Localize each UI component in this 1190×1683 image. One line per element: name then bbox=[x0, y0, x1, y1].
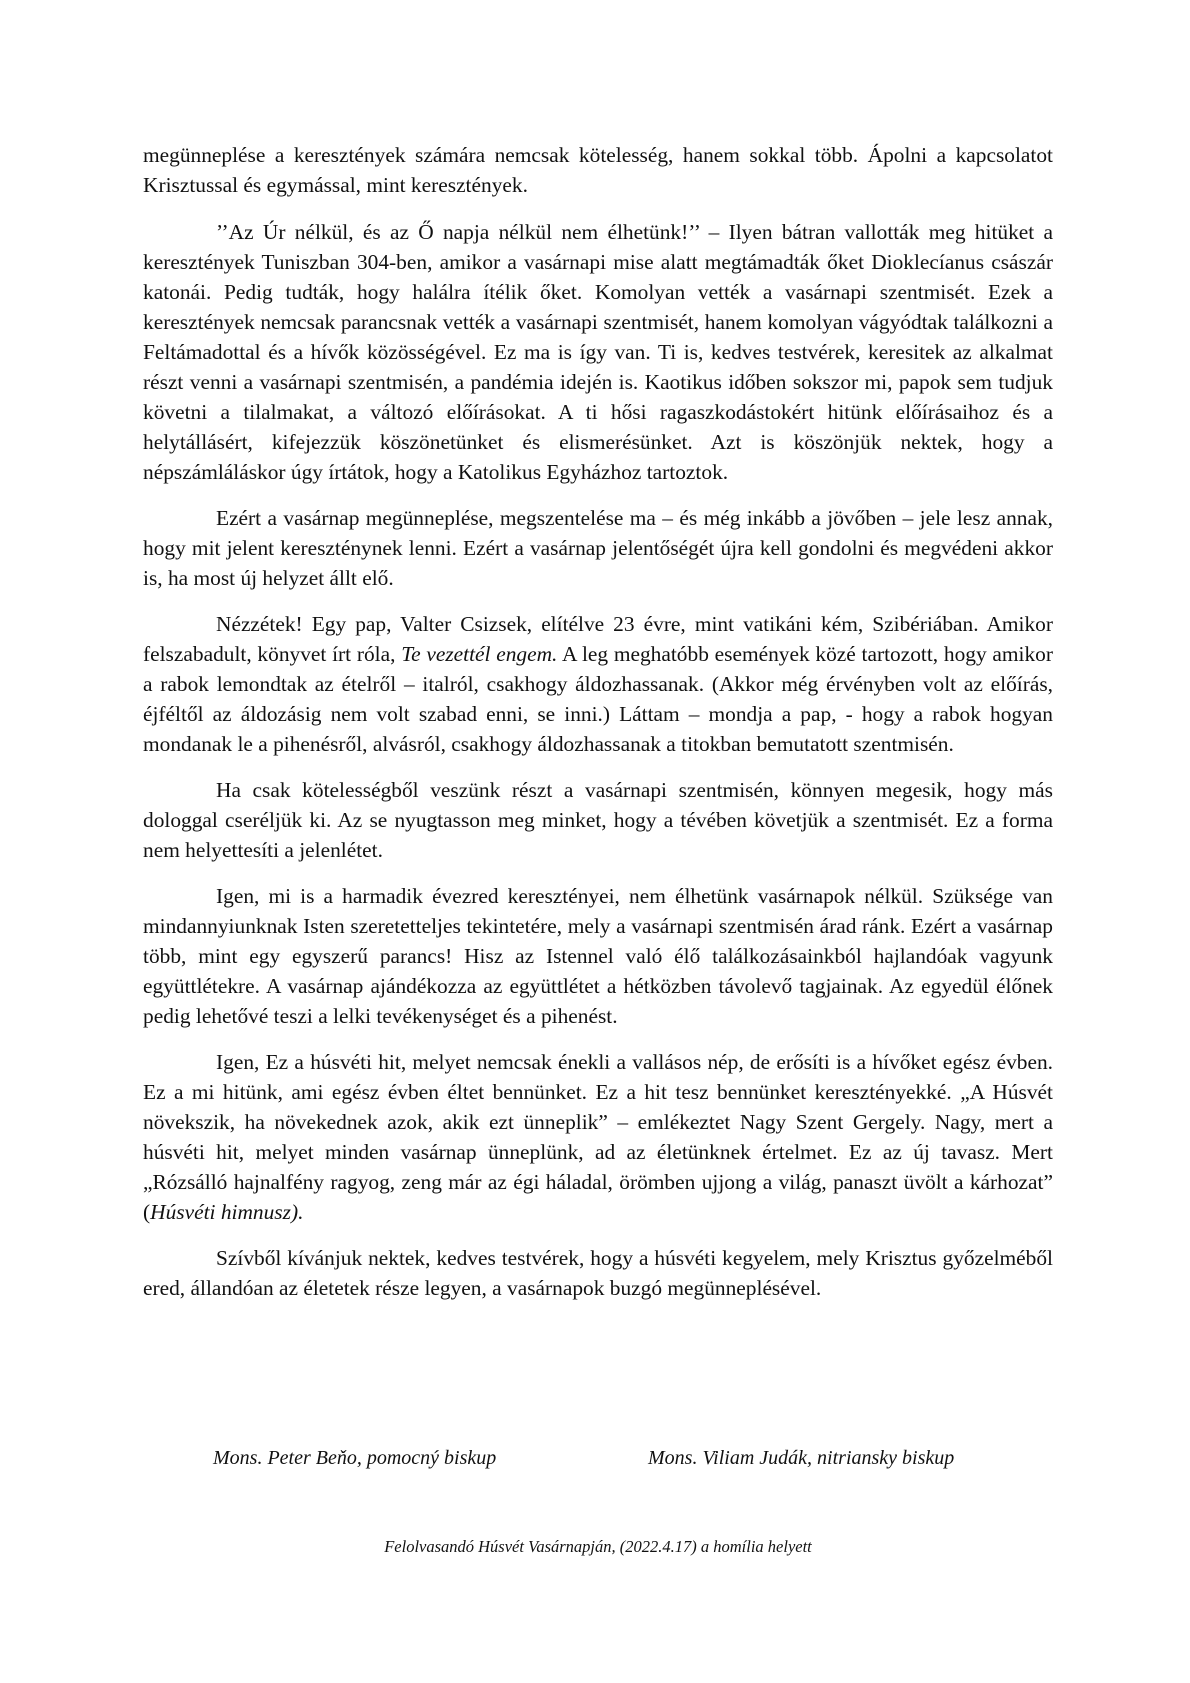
paragraph-3: Ezért a vasárnap megünneplése, megszentelése ma – és még inkább a jövőben – jele lesz annak, hogy mit jelent kereszténynek lenni. Ezért a vasárnap jelentőségét újra kell gondolni és megvédeni akkor is, ha most új helyzet állt elő. bbox=[143, 506, 1053, 590]
paragraph-8: Szívből kívánjuk nektek, kedves testvérek, hogy a húsvéti kegyelem, mely Krisztus győzelméből ered, állandóan az életetek része legyen, a vasárnapok buzgó megünneplésével. bbox=[143, 1246, 1053, 1300]
footer-note: Felolvasandó Húsvét Vasárnapján, (2022.4.17) a homília helyett bbox=[384, 1537, 812, 1556]
paragraph-4 bbox=[143, 609, 1053, 759]
hymn-title: Húsvéti himnusz). bbox=[150, 1200, 304, 1224]
paragraph-7 bbox=[143, 1047, 1053, 1227]
paragraph-1: megünneplése a keresztények számára nemcsak kötelesség, hanem sokkal több. Ápolni a kapcsolatot Krisztussal és egymással, mint keresztények. bbox=[143, 143, 1053, 197]
signature-left: Mons. Peter Beňo, pomocný biskup bbox=[213, 1447, 497, 1469]
book-title: Te vezettél engem. bbox=[401, 642, 558, 666]
paragraph-7-text-a: Igen, Ez a húsvéti hit, melyet nemcsak énekli a vallásos nép, de erősíti is a hívőket egész évben. Ez a mi hitünk, ami egész évben éltet bennünket. Ez a hit tesz bennünket keresztényekké. „A Húsvét növekszik, ha növekednek azok, akik ezt ünneplik” – emlékeztet Nagy Szent Gergely. Nagy, mert a húsvéti hit, melyet minden vasárnap ünneplünk, ad az életünknek értelmet. Ez az új tavasz. Mert „Rózsálló hajnalfény ragyog, zeng már az égi háladal, örömben ujjong a világ, panaszt üvölt a kárhozat” ( bbox=[143, 1050, 1053, 1224]
paragraph-2: ’’Az Úr nélkül, és az Ő napja nélkül nem élhetünk!’’ – Ilyen bátran vallották meg hitüket a keresztények Tuniszban 304-ben, amikor a vasárnapi mise alatt megtámadták őket Dioklecíanus császár katonái. Pedig tudták, hogy halálra ítélik őket. Komolyan vették a vasárnapi szentmisét. Ezek a keresztények nemcsak parancsnak vették a vasárnapi szentmisét, hanem komolyan vágyódtak találkozni a Feltámadottal és a hívők közösségével. Ez ma is így van. Ti is, kedves testvérek, keresitek az alkalmat részt venni a vasárnapi szentmisén, a pandémia idején is. Kaotikus időben sokszor mi, papok sem tudjuk követni a tilalmakat, a változó előírásokat. A ti hősi ragaszkodástokért hitünk előírásaihoz és a helytállásért, kifejezzük köszönetünket és elismerésünket. Azt is köszönjük nektek, hogy a népszámláláskor úgy írtátok, hogy a Katolikus Egyházhoz tartoztok. bbox=[143, 220, 1053, 484]
signature-right: Mons. Viliam Judák, nitriansky biskup bbox=[648, 1447, 955, 1469]
letter-body bbox=[143, 140, 1053, 1319]
paragraph-6: Igen, mi is a harmadik évezred keresztényei, nem élhetünk vasárnapok nélkül. Szüksége van mindannyiunknak Isten szeretetteljes tekintetére, mely a vasárnapi szentmisén árad ránk. Ezért a vasárnap több, mint egy egyszerű parancs! Hisz az Istennel való élő találkozásainkból hajlandóak vagyunk együttlétekre. A vasárnap ajándékozza az együttlétet a hétközben távolevő tagjainak. Az egyedül élőnek pedig lehetővé teszi a lelki tevékenységet és a pihenést. bbox=[143, 884, 1053, 1028]
paragraph-5: Ha csak kötelességből veszünk részt a vasárnapi szentmisén, könnyen megesik, hogy más dologgal cseréljük ki. Az se nyugtasson meg minket, hogy a tévében követjük a szentmisét. Ez a forma nem helyettesíti a jelenlétet. bbox=[143, 778, 1053, 862]
paragraph-4-text-a: Nézzétek! Egy pap, Valter Csizsek, elítélve 23 évre, mint vatikáni kém, Szibériában. Amikor felszabadult, könyvet írt róla, bbox=[143, 612, 1053, 666]
paragraph-4-text-b: A leg meghatóbb események közé tartozott, hogy amikor a rabok lemondtak az ételről – italról, csakhogy áldozhassanak. (Akkor még érvényben volt az előírás, éjféltől az áldozásig nem volt szabad enni, se inni.) Láttam – mondja a pap, - hogy a rabok hogyan mondanak le a pihenésről, alvásról, csakhogy áldozhassanak a titokban bemutatott szentmisén. bbox=[143, 642, 1053, 756]
